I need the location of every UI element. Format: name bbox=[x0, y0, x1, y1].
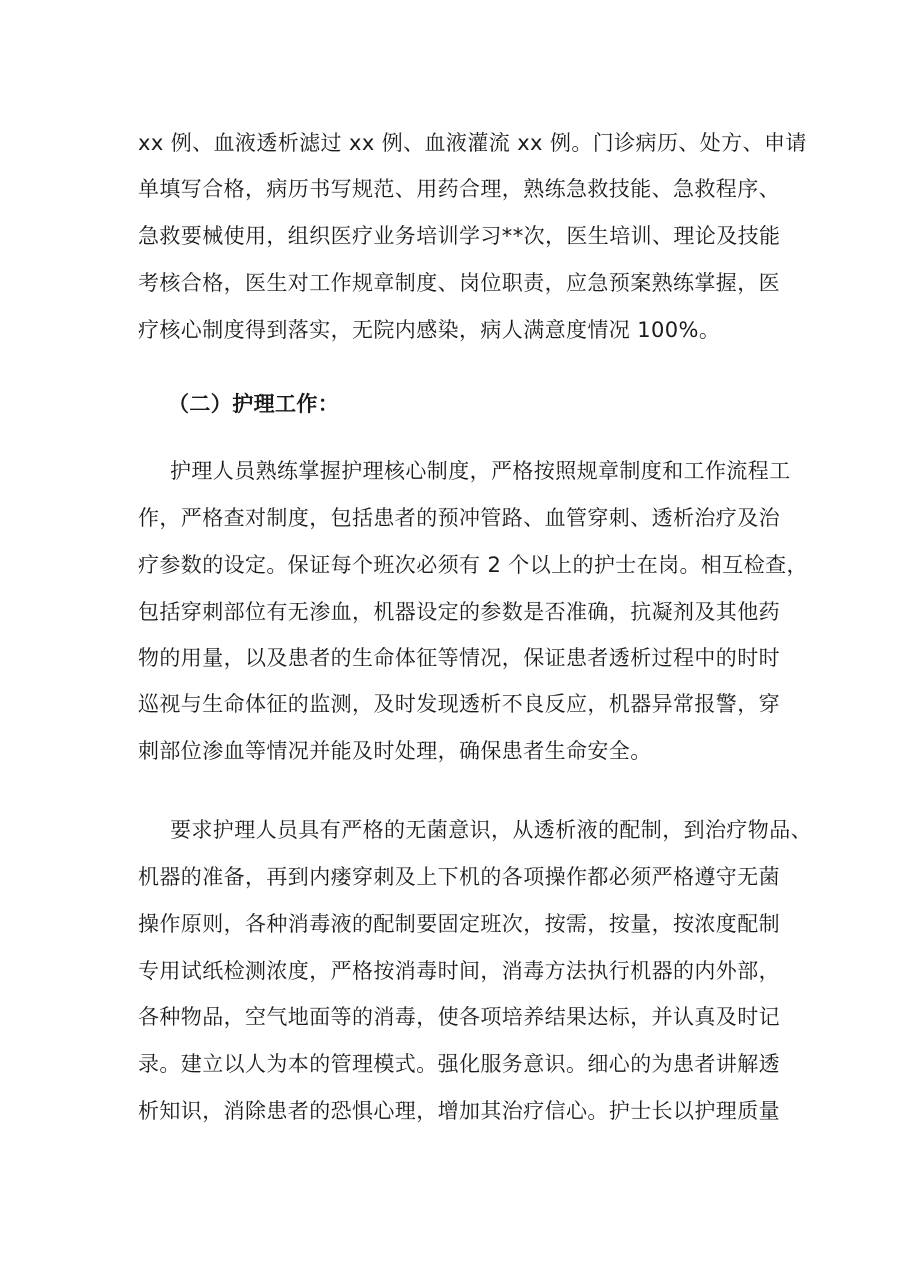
paragraph-3-line-6: 录。建立以人为本的管理模式。强化服务意识。细心的为患者讲解透 bbox=[138, 1052, 780, 1076]
paragraph-1-line-2: 单填写合格，病历书写规范、用药合理，熟练急救技能、急救程序、 bbox=[138, 177, 780, 201]
paragraph-2-line-3: 疗参数的设定。保证每个班次必须有 2 个以上的护士在岗。相互检查， bbox=[138, 553, 808, 577]
section-heading: （二）护理工作： bbox=[168, 392, 340, 416]
paragraph-2-line-1: 护理人员熟练掌握护理核心制度，严格按照规章制度和工作流程工 bbox=[170, 459, 791, 483]
paragraph-2-line-2: 作，严格查对制度，包括患者的预冲管路、血管穿刺、透析治疗及治 bbox=[138, 506, 780, 530]
paragraph-1-line-4: 考核合格，医生对工作规章制度、岗位职责，应急预案熟练掌握，医 bbox=[138, 271, 780, 295]
paragraph-3-line-7: 析知识，消除患者的恐惧心理，增加其治疗信心。护士长以护理质量 bbox=[138, 1099, 780, 1123]
paragraph-3-line-1: 要求护理人员具有严格的无菌意识，从透析液的配制，到治疗物品、 bbox=[170, 818, 812, 842]
paragraph-2-line-7: 刺部位渗血等情况并能及时处理，确保患者生命安全。 bbox=[138, 739, 652, 763]
paragraph-1-line-5: 疗核心制度得到落实，无院内感染，病人满意度情况 100%。 bbox=[138, 318, 721, 342]
paragraph-3-line-2: 机器的准备，再到内瘘穿刺及上下机的各项操作都必须严格遵守无菌 bbox=[138, 865, 780, 889]
paragraph-1-line-3: 急救要械使用，组织医疗业务培训学习**次，医生培训、理论及技能 bbox=[138, 224, 781, 248]
paragraph-2-line-5: 物的用量，以及患者的生命体征等情况，保证患者透析过程中的时时 bbox=[138, 646, 780, 670]
paragraph-2-line-6: 巡视与生命体征的监测，及时发现透析不良反应，机器异常报警，穿 bbox=[138, 692, 780, 716]
paragraph-1-line-1: xx 例、血液透析滤过 xx 例、血液灌流 xx 例。门诊病历、处方、申请 bbox=[138, 131, 807, 155]
paragraph-3-line-3: 操作原则，各种消毒液的配制要固定班次，按需，按量，按浓度配制 bbox=[138, 912, 780, 936]
paragraph-3-line-4: 专用试纸检测浓度，严格按消毒时间，消毒方法执行机器的内外部， bbox=[138, 959, 780, 983]
paragraph-2-line-4: 包括穿刺部位有无渗血，机器设定的参数是否准确，抗凝剂及其他药 bbox=[138, 600, 780, 624]
paragraph-3-line-5: 各种物品，空气地面等的消毒，使各项培养结果达标，并认真及时记 bbox=[138, 1005, 780, 1029]
